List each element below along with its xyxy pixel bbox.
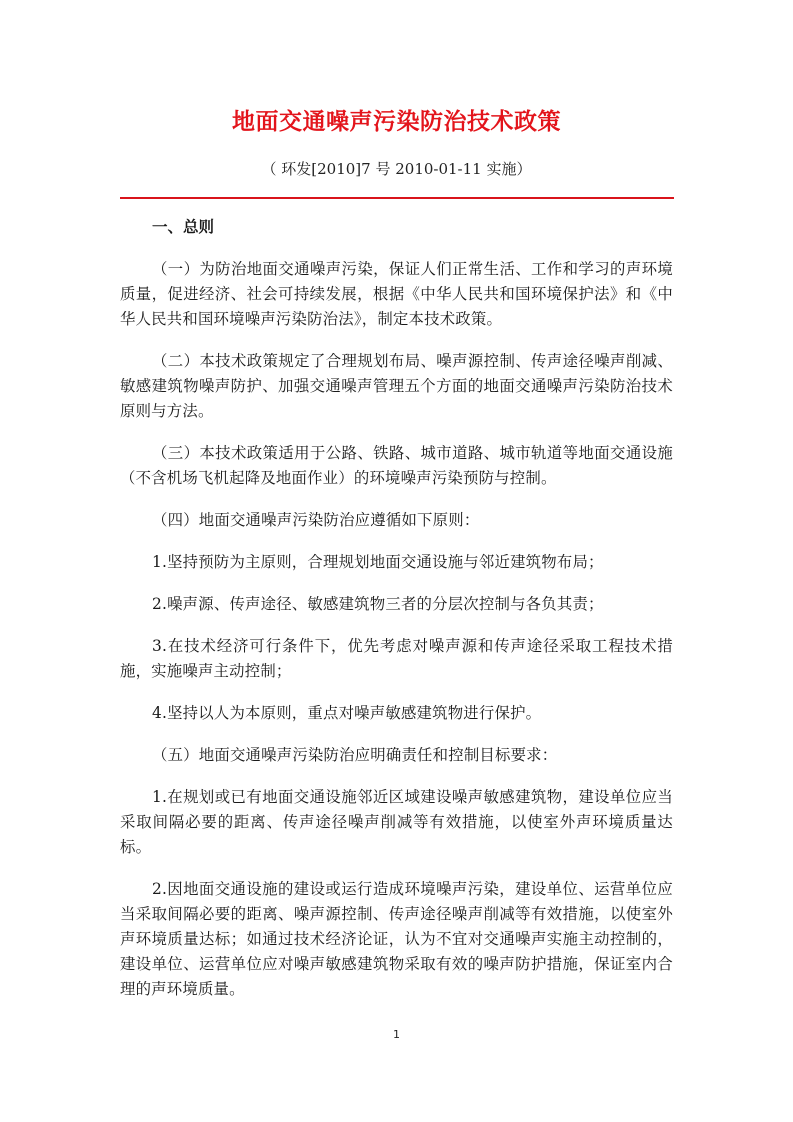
document-title: 地面交通噪声污染防治技术政策	[232, 109, 561, 135]
list-item-4-2: 2.噪声源、传声途径、敏感建筑物三者的分层次控制与各负其责；	[152, 595, 604, 613]
title-divider	[120, 197, 674, 199]
page-number: 1	[393, 1028, 400, 1041]
paragraph-5: （五）地面交通噪声污染防治应明确责任和控制目标要求：	[152, 746, 558, 764]
paragraph-1: （一）为防治地面交通噪声污染，保证人们正常生活、工作和学习的声环境质量，促进经济、社会可持续发展，根据《中华人民共和国环境保护法》和《中华人民共和国环境噪声污染防治法》，制定本技术政策。	[120, 260, 673, 328]
paragraph-3: （三）本技术政策适用于公路、铁路、城市道路、城市轨道等地面交通设施（不含机场飞机起降及地面作业）的环境噪声污染预防与控制。	[120, 444, 673, 487]
paragraph-2: （二）本技术政策规定了合理规划布局、噪声源控制、传声途径噪声削减、敏感建筑物噪声防护、加强交通噪声管理五个方面的地面交通噪声污染防治技术原则与方法。	[120, 352, 673, 420]
document-subtitle: （ 环发[2010]7 号 2010-01-11 实施）	[261, 160, 532, 178]
list-item-5-2: 2.因地面交通设施的建设或运行造成环境噪声污染，建设单位、运营单位应当采取间隔必要的距离、噪声源控制、传声途径噪声削减等有效措施，以使室外声环境质量达标；如通过技术经济论证，认为不宜对交通噪声实施主动控制的，建设单位、运营单位应对噪声敏感建筑物采取有效的噪声防护措施，保证室内合理的声环境质量。	[120, 880, 673, 998]
paragraph-4: （四）地面交通噪声污染防治应遵循如下原则：	[152, 511, 480, 529]
list-item-5-1: 1.在规划或已有地面交通设施邻近区域建设噪声敏感建筑物，建设单位应当采取间隔必要的距离、传声途径噪声削减等有效措施，以使室外声环境质量达标。	[120, 788, 673, 856]
list-item-4-3: 3.在技术经济可行条件下，优先考虑对噪声源和传声途径采取工程技术措施，实施噪声主动控制；	[120, 637, 673, 680]
list-item-4-1: 1.坚持预防为主原则，合理规划地面交通设施与邻近建筑物布局；	[152, 553, 604, 571]
document-body	[120, 215, 673, 1019]
section-heading: 一、总则	[152, 218, 215, 236]
list-item-4-4: 4.坚持以人为本原则，重点对噪声敏感建筑物进行保护。	[152, 704, 542, 722]
